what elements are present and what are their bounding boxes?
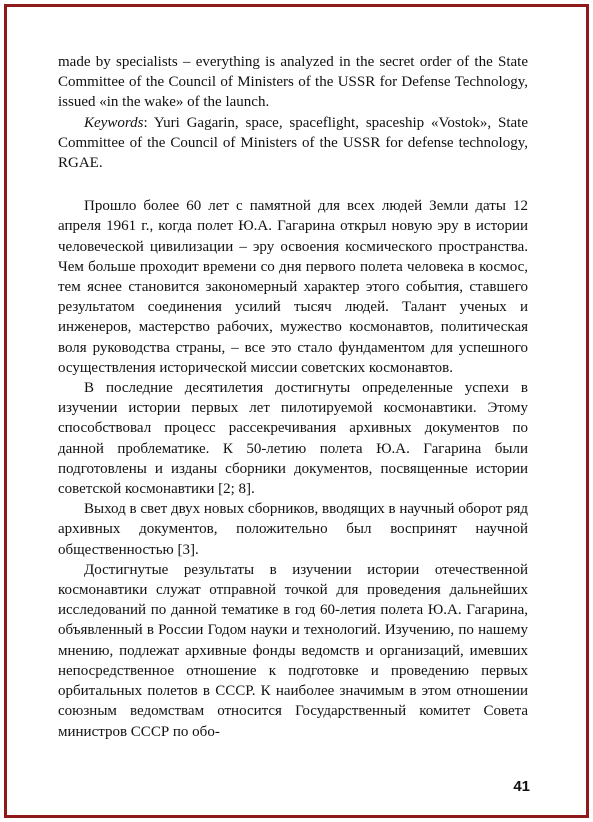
- body-paragraph-3: Выход в свет двух новых сборников, вводящих в научный оборот ряд архивных документов, положительно был воспринят научной общественностью [3].: [58, 501, 528, 558]
- keywords-text: : Yuri Gagarin, space, spaceflight, spaceship «Vostok», State Committee of the Council of Ministers of the USSR for defense technology, RGAE.: [58, 114, 528, 172]
- keywords-label: Keywords: [84, 114, 144, 131]
- keywords-paragraph: [58, 113, 528, 174]
- body-paragraph-1: Прошло более 60 лет с памятной для всех людей Земли даты 12 апреля 1961 г., когда полет Ю.А. Гагарина открыл новую эру в истории человеческой цивилизации – эру освоения космического пространства. Чем больше проходит времени со дня первого полета человека в космос, тем яснее становится закономерный характер этого события, ставшего результатом соединения усилий тысяч людей. Талант ученых и инженеров, мастерство рабочих, мужество космонавтов, политическая воля руководства страны, – все это стало фундаментом для успешного осуществления исторической миссии советских космонавтов.: [58, 198, 528, 376]
- document-page: [58, 52, 528, 742]
- page-number: 41: [513, 778, 530, 795]
- body-paragraph-2: В последние десятилетия достигнуты определенные успехи в изучении истории первых лет пилотируемой космонавтики. Этому способствовал процесс рассекречивания архивных документов по данной проблематике. К 50-летию полета Ю.А. Гагарина были подготовлены и изданы сборники документов, посвященные истории советской космонавтики [2; 8].: [58, 380, 528, 498]
- body-paragraph-4: Достигнутые результаты в изучении истории отечественной космонавтики служат отправной точкой для проведения дальнейших исследований по данной тематике в год 60-летия полета Ю.А. Гагарина, объявленный в России Годом науки и технологий. Изучению, по нашему мнению, подлежат архивные фонды ведомств и организаций, имевших непосредственное отношение к подготовке и проведению первых орбитальных полетов в СССР. К наиболее значимым в этом отношении союзным ведомствам относится Государственный комитет Совета министров СССР по обо-: [58, 561, 528, 740]
- abstract-continuation: made by specialists – everything is analyzed in the secret order of the State Committee of the Council of Ministers of the USSR for Defense Technology, issued «in the wake» of the launch.: [58, 54, 528, 111]
